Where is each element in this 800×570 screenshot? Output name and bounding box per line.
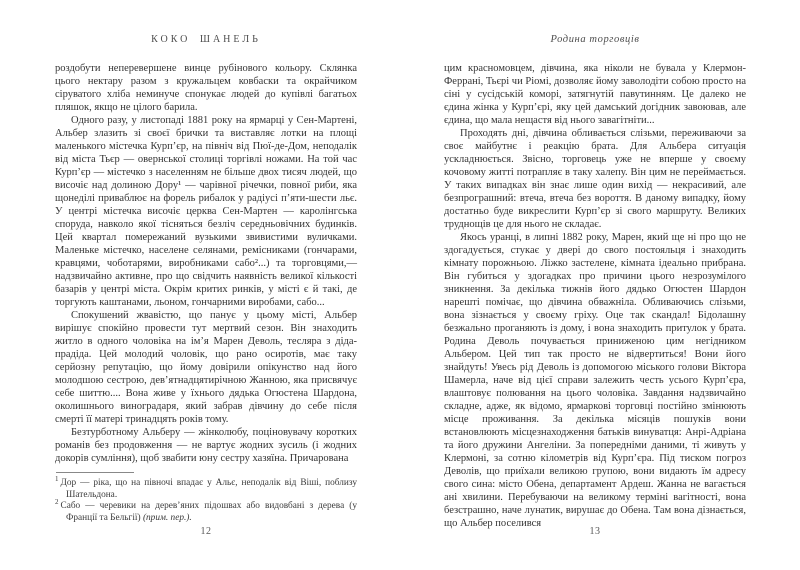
footnote [55,474,357,501]
page-right [444,34,746,556]
footnote-text: Сабо — черевики на дерев’яних підошвах або видовбані з дерева (у Франції та Бельгії) [60,501,357,523]
paragraph: Якось уранці, в липні 1882 року, Марен, який ще ні про що не здогадується, стукає у двері до свого постояльця і знаходить кімнату порожньою. Ліжко застелене, кімната ідеально прибрана. Він губиться у здогадках про причини цього незрозумілого зникнення. За декілька тижнів його дядько Огюстен Шардон нарешті помічає, що дівчина обважніла. Обливаючись слізьми, вона зізнається у своєму гріху. Оце так скандал! Бідолашну безжально проганяють із дому, і вона знаходить притулок у брата. Родина Деволь почувається приниженою цим негідником Альбером. Цей тип так просто не відвертиться! Вони його знайдуть! Увесь рід Деволь із допомогою міського голови Віктора Шамерла, наче від цієї справи залежить честь усього Курп’єра, влаштовує полювання на цього чоловіка. Завдання надзвичайно складне, адже, як відомо, ярмаркові торговці постійно змінюють місце проживання. За декілька місяців пошуків вони встановлюють місцезнаходження батьків винуватця: Анрі-Адріана та його дружини Ангеліни. За попередніми даними, ті живуть у Клермоні, за сотню кілометрів від Курп’єра. Під тиском погроз Деволів, що приїхали великою групою, вони видають їм адресу свого сина: місто Обена, департамент Ардеш. Жанна не вагається ані хвилини. Перебуваючи на великому терміні вагітності, вона безстрашно, наче лунатик, вирушає до Обена. Там вона дізнається, що Альбер поселився [444,232,746,529]
footnotes [55,474,357,524]
page-left [55,34,357,556]
page-body-right [444,62,746,530]
page-number-right: 13 [589,526,601,537]
footnote-italic-tail: (прим. пер.). [142,512,192,523]
paragraph: роздобути неперевершене винце рубінового кольору. Склянка цього нектару разом з кружальцем ковбаски та окрайчиком сіруватого хліба неминуче спонукає людей до купівлі багатьох пляшок, якщо не цілого барила. [55,63,357,113]
footnote-text: Дор — ріка, що на півночі впадає у Альє, неподалік від Віші, поблизу Шательдона. [60,478,357,500]
paragraph: цим красномовцем, дівчина, яка ніколи не бувала у Клермон-Феррані, Тьєрі чи Ріомі, дозволяє йому заволодіти собою просто на сіні у сусідській коморі, затягнутій павутинням. Це далеко не єдина жінка у Курп’єрі, яку цей дамський догідник завоював, але єдина, що мала нещастя від нього завагітніти... [444,63,746,126]
paragraph: Безтурботному Альберу — жінколюбу, поціновувачу коротких романів без продовження — не вартує жодних зусиль (і жодних докорів сумління), щоб звабити юну сестру хазяїна. Причарована [55,427,357,464]
page-number-left: 12 [200,526,212,537]
running-head-left: КОКО ШАНЕЛЬ [151,34,261,45]
footnote [55,497,357,524]
running-head-right: Родина торговців [550,34,640,45]
footnote-rule [56,472,134,473]
footnote-marker: 1 [55,474,59,483]
paragraph: Проходять дні, дівчина обливається слізьми, переживаючи за своє майбутнє і реакцію брата. Для Альбера ситуація ускладнюється. Звісно, торговець уже не вперше у своєму кочовому житті потрапляє в таку халепу. Він цим не переймається. У таких випадках він знає лише один вихід — некрасивий, але безпрограшний: втеча, втеча без вороття. В даному випадку, йому достатньо буде викреслити Курп’єр зі свого маршруту. Великих труднощів це для нього не складає. [444,128,746,230]
page-body-left [55,62,357,465]
footnote-marker: 2 [55,497,59,506]
paragraph: Спокушений жвавістю, що панує у цьому місті, Альбер вирішує спокійно провести тут мертвий сезон. Він знаходить житло в одного чоловіка на ім’я Марен Деволь, тесляра з діда-прадіда. Цей молодий чоловік, що рано осиротів, має таку серйозну репутацію, що йому довірили опікунство над його молодшою сестрою, дев’ятнадцятирічною Жанною, яка присвячує себе шиттю.... Вона живе у їхнього дядька Огюстена Шардона, околишнього виноградаря, який забрав дівчину до себе після смерті її матері тринадцять років тому. [55,310,357,425]
paragraph: Одного разу, у листопаді 1881 року на ярмарці у Сен-Мартені, Альбер злазить зі своєї брички та виставляє лотки на площі маленького містечка Курп’єр, на північ від Пюї-де-Дом, неподалік від міста Тьєр — овернської столиці торгівлі ножами. На той час Курп’єр — містечко з населенням не більше двох тисяч людей, що височіє над долиною Дору¹ — чарівної річечки, повної риби, яка щонеділі приваблює на форель рибалок у радіусі п’яти-шести льє. У центрі містечка височіє церква Сен-Мартен — каролінгська споруда, навколо якої тісняться безліч середньовічних будинків. Цей квартал помережаний вузькими звивистими вуличками. Маленьке містечко, населене селянами, ремісниками (гончарами, кравцями, чоботарями, виробниками сабо²...) та торговцями,— надзвичайно активне, про що свідчить наявність великої кількості базарів у центрі міста. Окрім критих ринків, у місті є й такі, де торгують каштанами, льоном, гончарними виробами, сабо... [55,115,357,308]
